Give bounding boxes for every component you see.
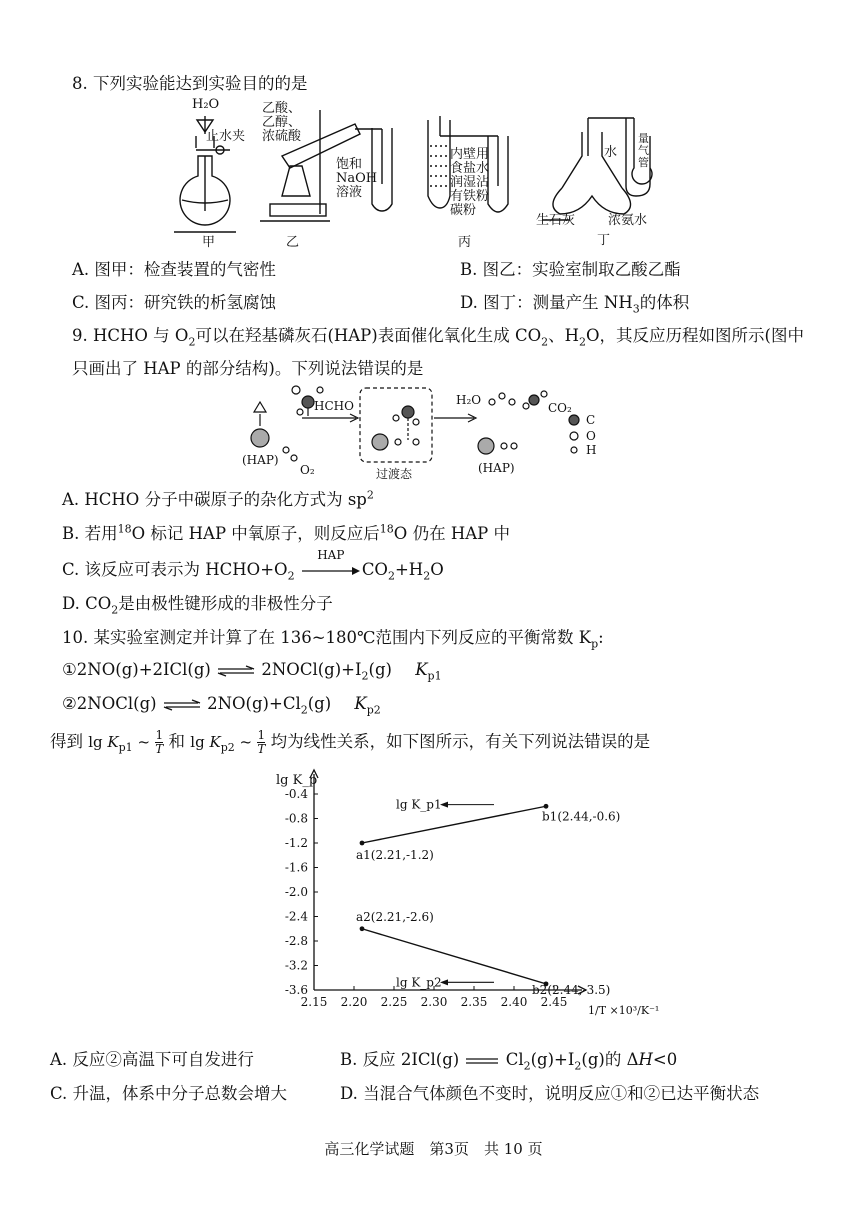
series-name: lg K_p1 (396, 797, 442, 812)
q10-option-b: B. 反应 2ICl(g) $Cl_2(g)+I_2(g)$的 ΔH<0 (340, 1050, 678, 1073)
apparatus-ding (542, 118, 652, 220)
y-tick-label: -2.8 (284, 934, 308, 948)
x-tick-label: 2.20 (340, 995, 368, 1009)
q10-reaction-1: ①2NO(g)+2ICl(g) $2NOCl(g)+I_2(g)$ $K_{p1}$ (62, 660, 442, 683)
ding-left: 生石灰 (536, 213, 576, 228)
ding-tube-3: 管 (638, 156, 649, 169)
y-tick-label: -1.2 (284, 836, 308, 850)
q9-mechanism-figure (230, 384, 620, 482)
lgkp-chart (262, 768, 660, 1038)
q9-stem-line2: 只画出了 HAP 的部分结构)。下列说法错误的是 (72, 359, 424, 378)
q8-stem: 8. 下列实验能达到实验目的的是 (72, 74, 308, 93)
q9-stem-line1: 9. HCHO 与 $O_2$可以在羟基磷灰石(HAP)表面催化氧化生成 $CO_2$、$H_2O$，其反应历程如图所示(图中 (72, 326, 804, 349)
bing-name: 丙 (458, 235, 472, 250)
hap-label: (HAP) (242, 453, 279, 467)
data-label: b1(2.44,-0.6) (542, 809, 621, 824)
bing-label-2: 食盐水 (450, 161, 490, 176)
o2-label: O₂ (300, 463, 315, 477)
q8-option-b: B. 图乙：实验室制取乙酸乙酯 (460, 260, 681, 279)
q9-option-a: A. HCHO 分子中碳原子的杂化方式为 $sp^2$ (62, 488, 374, 509)
q9-option-b: B. 若用$^{18}$O 标记 HAP 中氧原子，则反应后$^{18}$O 仍在 HAP 中 (62, 522, 510, 543)
ding-water: 水 (604, 145, 618, 160)
ding-tube-1: 量 (638, 132, 649, 145)
q8-option-c: C. 图丙：研究铁的析氢腐蚀 (72, 293, 277, 312)
yi-receiver-2: NaOH (336, 171, 378, 186)
yi-receiver-3: 溶液 (336, 185, 363, 200)
ding-name: 丁 (597, 233, 611, 248)
hcho-label: HCHO (314, 399, 354, 413)
x-tick-label: 2.35 (460, 995, 488, 1009)
x-axis-label: 1/T ×10³/K⁻¹ (588, 1004, 660, 1017)
yi-name: 乙 (286, 235, 300, 250)
data-point (360, 841, 365, 846)
y-tick-label: -0.8 (284, 811, 308, 826)
y-tick-label: -3.6 (284, 983, 308, 997)
page-footer: 高三化学试题 第3页 共 10 页 (324, 1140, 543, 1158)
q9-option-c: C. 该反应可表示为 $HCHO+O_2$ HAP $CO_2+H_2O$ (62, 548, 444, 583)
q9-option-d: D. $CO_2$是由极性键形成的非极性分子 (62, 594, 333, 617)
q10-relation-line: 得到 $\lg K_{p1}$ ~ $\frac{1}{T}$ 和 $\lg K_{p2}$ ~ $\frac{1}{T}$ 均为线性关系，如下图所示，有关下列说法错误的是 (50, 728, 651, 756)
yi-reagent-1: 乙酸、 (262, 101, 302, 116)
q10-stem: 10. 某实验室测定并计算了在 136~180℃范围内下列反应的平衡常数 $K_p$: (62, 628, 604, 651)
q8-apparatus-figure (150, 96, 710, 248)
y-tick-label: -2.4 (284, 909, 308, 924)
yi-reagent-3: 浓硫酸 (262, 129, 302, 144)
bing-label-3: 润湿沾 (450, 175, 490, 190)
q10-reaction-2: ②2NOCl(g) $2NO(g)+Cl_2(g)$ $K_{p2}$ (62, 694, 381, 717)
q8-option-a: A. 图甲：检查装置的气密性 (72, 260, 276, 279)
y-tick-label: -0.4 (284, 787, 308, 801)
transition-state-label: 过渡态 (376, 467, 413, 481)
jia-clamp: 止水夹 (206, 129, 246, 144)
h2o-label: H₂O (456, 393, 482, 407)
bing-label-1: 内壁用 (450, 147, 490, 162)
q10-option-c: C. 升温，体系中分子总数会增大 (50, 1084, 288, 1103)
y-axis-label: lg K_p (276, 773, 318, 788)
yi-reagent-2: 乙醇、 (262, 115, 302, 130)
co2-label: CO₂ (548, 401, 572, 415)
ding-tube-2: 气 (638, 144, 649, 157)
series-name: lg K_p2 (396, 975, 442, 990)
y-tick-label: -1.6 (284, 860, 308, 875)
bing-label-4: 有铁粉 (450, 189, 490, 204)
q8-option-d: D. 图丁：测量产生 $NH_3$的体积 (460, 293, 690, 316)
data-point (544, 804, 549, 809)
x-tick-label: 2.15 (300, 995, 328, 1009)
data-label: b2(2.44,-3.5) (532, 982, 611, 997)
jia-reagent: H₂O (192, 97, 220, 112)
q10-option-a: A. 反应②高温下可自发进行 (50, 1050, 254, 1069)
yi-receiver-1: 饱和 (336, 157, 363, 172)
y-tick-label: -2.0 (284, 885, 308, 899)
x-tick-label: 2.40 (500, 995, 528, 1009)
legend-h: H (586, 443, 597, 457)
ding-right: 浓氨水 (608, 213, 648, 228)
legend-c: C (586, 413, 596, 427)
bing-label-5: 碳粉 (450, 203, 477, 218)
data-label: a2(2.21,-2.6) (356, 909, 434, 924)
legend-o: O (586, 429, 596, 443)
jia-name: 甲 (202, 235, 216, 250)
catalyst-arrow: HAP (300, 560, 362, 579)
data-point (360, 926, 365, 931)
x-tick-label: 2.45 (540, 995, 568, 1009)
y-tick-label: -3.2 (284, 958, 308, 973)
data-label: a1(2.21,-1.2) (356, 848, 434, 862)
x-tick-label: 2.30 (420, 995, 448, 1009)
series-line (362, 806, 546, 843)
hap2-label: (HAP) (478, 461, 515, 475)
q10-option-d: D. 当混合气体颜色不变时，说明反应①和②已达平衡状态 (340, 1084, 760, 1103)
x-tick-label: 2.25 (380, 995, 408, 1009)
series-line (362, 929, 546, 984)
